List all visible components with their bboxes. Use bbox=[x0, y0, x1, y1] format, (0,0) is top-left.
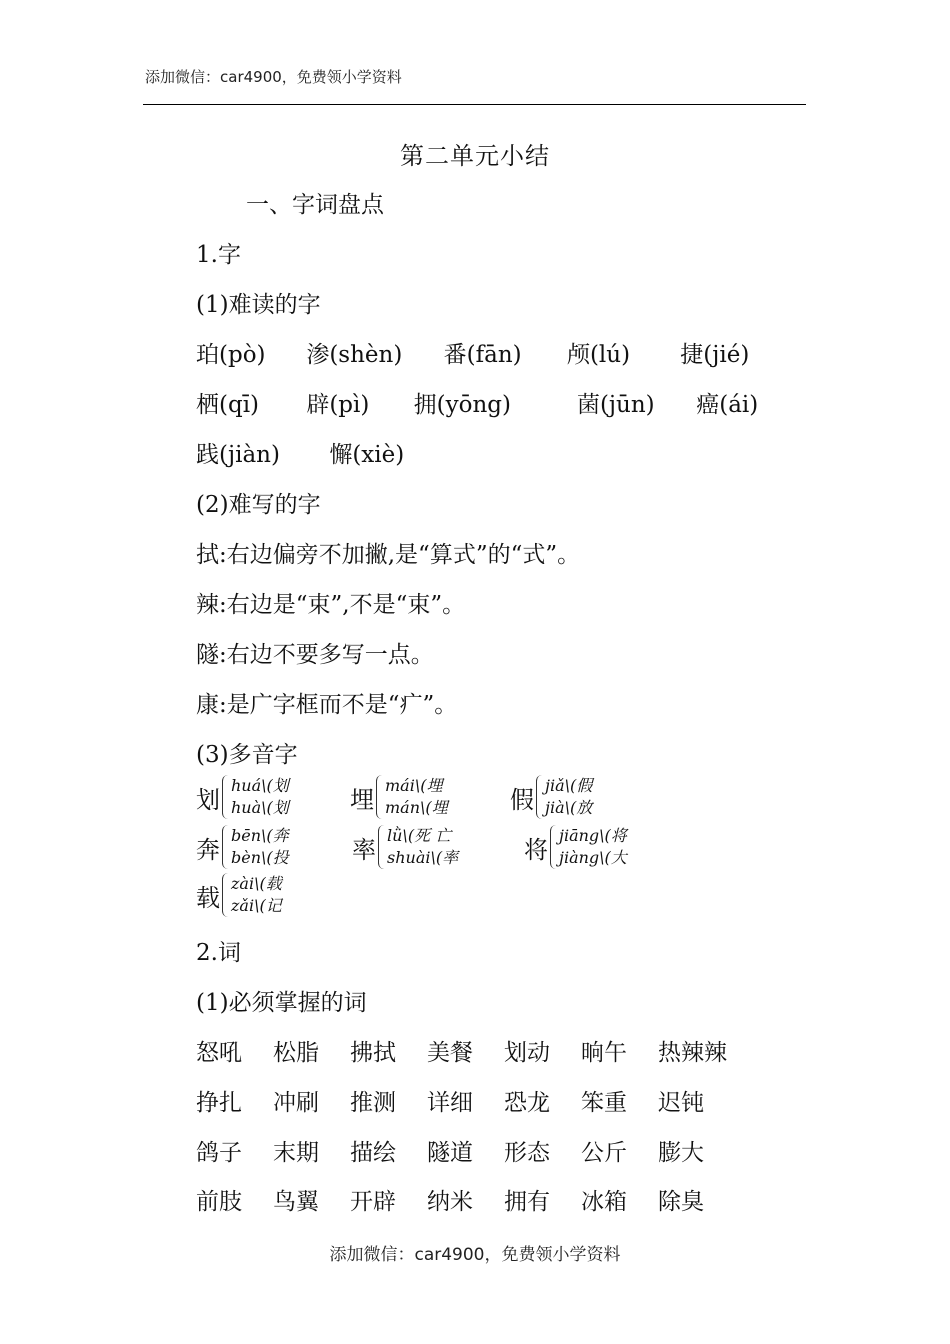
word-item: 纳米 bbox=[427, 1189, 473, 1215]
word-item: 笨重 bbox=[581, 1090, 627, 1116]
brace-icon bbox=[222, 873, 229, 917]
polyphone-reading: jià\(放 bbox=[545, 798, 593, 817]
polyphone-item bbox=[510, 775, 592, 819]
hard-read-row-3 bbox=[196, 436, 404, 469]
brace-icon bbox=[222, 775, 229, 819]
word-item: 除臭 bbox=[658, 1189, 704, 1215]
subheading-hard-to-read: (1)难读的字 bbox=[196, 292, 321, 318]
word-item: 推测 bbox=[350, 1090, 396, 1116]
word-row-3 bbox=[196, 1134, 735, 1167]
polyphone-char: 载 bbox=[196, 883, 220, 912]
pinyin-item: 珀(pò) bbox=[196, 342, 266, 368]
polyphone-char: 划 bbox=[196, 785, 220, 814]
polyphone-reading: lǜ\(死 亡 bbox=[387, 826, 452, 845]
polyphone-item bbox=[196, 775, 289, 819]
word-item: 拂拭 bbox=[350, 1040, 396, 1066]
pinyin-item: 菌(jūn) bbox=[576, 392, 655, 418]
hard-write-item: 拭:右边偏旁不加撇,是“算式”的“式”。 bbox=[196, 542, 581, 568]
word-item: 形态 bbox=[504, 1140, 550, 1166]
subheading-hard-to-write: (2)难写的字 bbox=[196, 492, 321, 518]
header-watermark-note: 添加微信：car4900，免费领小学资料 bbox=[145, 68, 402, 86]
polyphone-char: 将 bbox=[524, 835, 548, 864]
word-item: 晌午 bbox=[581, 1040, 627, 1066]
polyphone-reading: jiāng\(将 bbox=[559, 826, 627, 845]
hard-read-row-2 bbox=[196, 386, 758, 419]
brace-icon bbox=[376, 775, 383, 819]
polyphone-item bbox=[350, 775, 448, 819]
pinyin-item: 颅(lú) bbox=[566, 342, 631, 368]
word-item: 怒吼 bbox=[196, 1040, 242, 1066]
polyphone-reading: zǎi\(记 bbox=[231, 896, 282, 915]
hard-write-item: 辣:右边是“束”,不是“束”。 bbox=[196, 592, 466, 618]
word-item: 热辣辣 bbox=[658, 1040, 727, 1066]
word-item: 隧道 bbox=[427, 1140, 473, 1166]
polyphone-reading: shuài\(率 bbox=[387, 848, 459, 867]
word-row-2 bbox=[196, 1084, 735, 1117]
polyphone-reading: bèn\(投 bbox=[231, 848, 289, 867]
polyphone-reading: jiàng\(大 bbox=[559, 848, 627, 867]
polyphone-char: 假 bbox=[510, 785, 534, 814]
word-item: 膨大 bbox=[658, 1140, 704, 1166]
part-heading-words: 2.词 bbox=[196, 940, 241, 966]
hard-write-item: 隧:右边不要多写一点。 bbox=[196, 642, 434, 668]
polyphone-char: 率 bbox=[352, 835, 376, 864]
polyphone-reading: mái\(埋 bbox=[385, 776, 443, 795]
polyphone-char: 埋 bbox=[350, 785, 374, 814]
pinyin-item: 渗(shèn) bbox=[306, 342, 403, 368]
part-heading-characters: 1.字 bbox=[196, 242, 241, 268]
word-item: 松脂 bbox=[273, 1040, 319, 1066]
pinyin-item: 辟(pì) bbox=[306, 392, 370, 418]
header-divider bbox=[143, 104, 806, 105]
word-item: 冲刷 bbox=[273, 1090, 319, 1116]
polyphone-reading: zài\(载 bbox=[231, 874, 282, 893]
word-item: 冰箱 bbox=[581, 1189, 627, 1215]
page-title: 第二单元小结 bbox=[400, 142, 550, 170]
pinyin-item: 践(jiàn) bbox=[196, 442, 280, 468]
word-item: 末期 bbox=[273, 1140, 319, 1166]
word-row-1 bbox=[196, 1034, 735, 1067]
section-heading-word-review: 一、字词盘点 bbox=[246, 192, 384, 218]
polyphone-item bbox=[352, 825, 458, 869]
hard-write-item: 康:是广字框而不是“疒”。 bbox=[196, 692, 458, 718]
pinyin-item: 懈(xiè) bbox=[329, 442, 405, 468]
word-item: 恐龙 bbox=[504, 1090, 550, 1116]
polyphone-item bbox=[524, 825, 627, 869]
word-item: 前肢 bbox=[196, 1189, 242, 1215]
brace-icon bbox=[222, 825, 229, 869]
polyphone-reading: huá\(划 bbox=[231, 776, 289, 795]
word-item: 鸟翼 bbox=[273, 1189, 319, 1215]
brace-icon bbox=[550, 825, 557, 869]
pinyin-item: 番(fān) bbox=[443, 342, 522, 368]
word-item: 描绘 bbox=[350, 1140, 396, 1166]
word-item: 详细 bbox=[427, 1090, 473, 1116]
polyphone-item bbox=[196, 873, 282, 917]
word-item: 开辟 bbox=[350, 1189, 396, 1215]
polyphone-item bbox=[196, 825, 289, 869]
polyphone-reading: jiǎ\(假 bbox=[545, 776, 593, 795]
word-item: 迟钝 bbox=[658, 1090, 704, 1116]
footer-watermark-note: 添加微信：car4900，免费领小学资料 bbox=[329, 1245, 621, 1265]
polyphone-reading: mán\(埋 bbox=[385, 798, 448, 817]
word-item: 挣扎 bbox=[196, 1090, 242, 1116]
pinyin-item: 捷(jié) bbox=[680, 342, 750, 368]
word-item: 鸽子 bbox=[196, 1140, 242, 1166]
pinyin-item: 癌(ái) bbox=[696, 392, 759, 418]
hard-read-row-1 bbox=[196, 336, 749, 369]
polyphone-reading: bēn\(奔 bbox=[231, 826, 289, 845]
subheading-polyphones: (3)多音字 bbox=[196, 742, 298, 768]
pinyin-item: 拥(yōng) bbox=[413, 392, 511, 418]
pinyin-item: 栖(qī) bbox=[196, 392, 260, 418]
brace-icon bbox=[536, 775, 543, 819]
word-item: 拥有 bbox=[504, 1189, 550, 1215]
word-item: 公斤 bbox=[581, 1140, 627, 1166]
word-row-4 bbox=[196, 1183, 735, 1216]
word-item: 美餐 bbox=[427, 1040, 473, 1066]
polyphone-char: 奔 bbox=[196, 835, 220, 864]
polyphone-reading: huà\(划 bbox=[231, 798, 289, 817]
subheading-must-master: (1)必须掌握的词 bbox=[196, 990, 367, 1016]
word-item: 划动 bbox=[504, 1040, 550, 1066]
brace-icon bbox=[378, 825, 385, 869]
